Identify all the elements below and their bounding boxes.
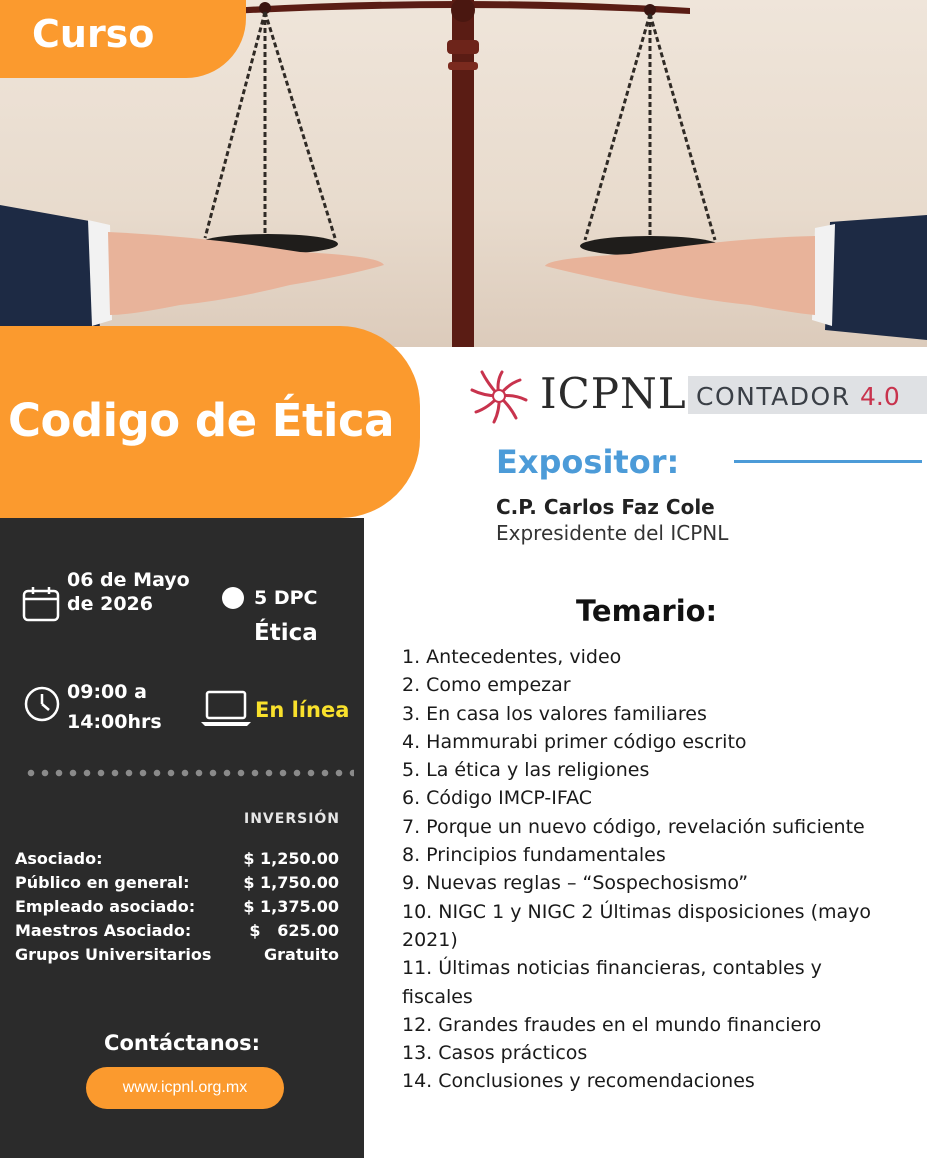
list-item: 1. Antecedentes, video	[402, 646, 622, 668]
icpnl-logo-text: ICPNL	[540, 369, 687, 418]
temario-title: Temario:	[576, 594, 718, 628]
bullet-icon	[221, 586, 245, 610]
contador-version: 4.0	[860, 382, 900, 411]
clock-icon	[24, 686, 60, 722]
list-item: 7. Porque un nuevo código, revelación suficiente	[402, 815, 865, 838]
event-date: 06 de Mayo de 2026	[67, 569, 190, 615]
course-tag	[0, 0, 246, 78]
list-item: 3. En casa los valores familiares	[402, 702, 707, 725]
price-label: Asociado:	[15, 849, 103, 868]
price-row	[15, 873, 339, 897]
website-link[interactable]: www.icpnl.org.mx	[86, 1067, 284, 1109]
list-item: 14. Conclusiones y recomendaciones	[402, 1070, 755, 1093]
contact-label: Contáctanos:	[104, 1031, 260, 1055]
price-value: Gratuito	[264, 945, 339, 964]
contador-logo	[688, 376, 927, 414]
expositor-name: C.P. Carlos Faz Cole	[496, 495, 715, 519]
price-row	[15, 897, 339, 921]
price-row	[15, 945, 339, 969]
price-row	[15, 849, 339, 873]
list-item: 13. Casos prácticos	[402, 1042, 588, 1065]
list-item: 6. Código IMCP-IFAC	[402, 787, 592, 810]
blue-divider	[734, 460, 922, 463]
dotted-divider	[24, 769, 354, 777]
laptop-icon	[200, 690, 252, 728]
pricing-label: INVERSIÓN	[244, 811, 341, 827]
expositor-role: Expresidente del ICPNL	[496, 521, 729, 545]
price-label: Empleado asociado:	[15, 897, 196, 916]
credits: 5 DPC	[254, 587, 318, 609]
price-value: $ 1,250.00	[243, 849, 339, 868]
temario-list	[402, 643, 880, 1096]
price-value: $ 1,750.00	[243, 873, 339, 892]
list-item: 2. Como empezar	[402, 674, 571, 697]
list-item: 9. Nuevas reglas – “Sospechosismo”	[402, 872, 749, 895]
list-item: 12. Grandes fraudes en el mundo financiero	[402, 1013, 822, 1036]
price-value: $ 625.00	[249, 921, 339, 940]
event-time: 09:00 a 14:00hrs	[67, 681, 162, 733]
price-label: Grupos Universitarios	[15, 945, 212, 964]
expositor-label: Expositor:	[496, 443, 680, 481]
price-label: Público en general:	[15, 873, 190, 892]
event-modality: En línea	[255, 698, 350, 722]
list-item: 8. Principios fundamentales	[402, 844, 666, 867]
list-item: 10. NIGC 1 y NIGC 2 Últimas disposiciones (mayo 2021)	[402, 900, 872, 951]
course-title-banner	[0, 326, 420, 518]
calendar-icon	[22, 585, 60, 623]
credits-area: Ética	[254, 620, 318, 646]
price-row	[15, 921, 339, 945]
course-tag-label: Curso	[32, 12, 155, 56]
price-label: Maestros Asociado:	[15, 921, 192, 940]
list-item: 11. Últimas noticias financieras, contables y fiscales	[402, 957, 822, 1008]
list-item: 5. La ética y las religiones	[402, 759, 650, 782]
list-item: 4. Hammurabi primer código escrito	[402, 730, 747, 753]
contador-main: CONTADOR	[696, 382, 851, 411]
course-title: Codigo de Ética	[8, 394, 394, 447]
price-value: $ 1,375.00	[243, 897, 339, 916]
icpnl-logo-icon	[466, 366, 532, 426]
contador-logo-text	[696, 382, 900, 411]
